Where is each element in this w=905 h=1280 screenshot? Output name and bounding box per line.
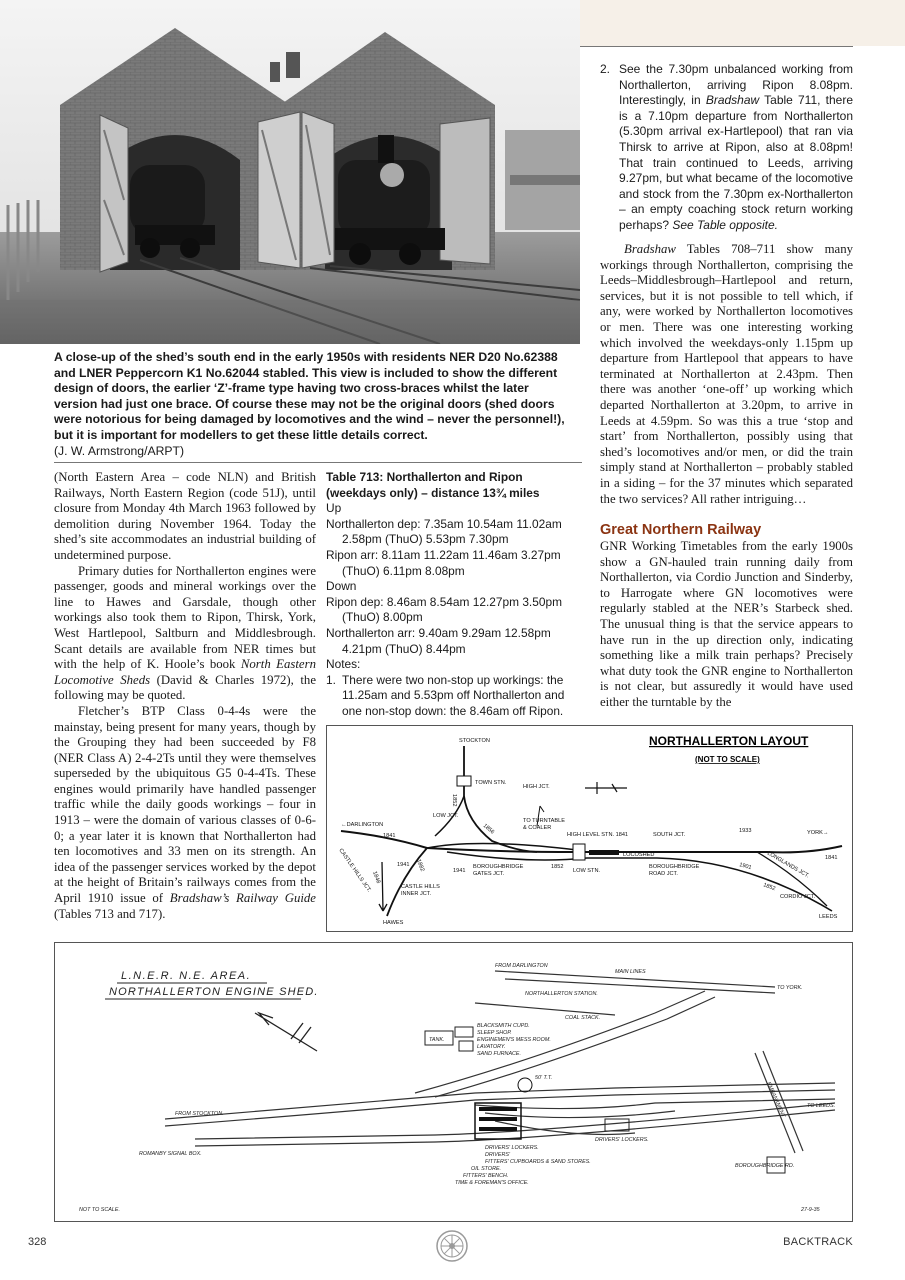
label-turntable: TO TURNTABLE: [523, 818, 565, 824]
plan-oil-store: OIL STORE.: [471, 1166, 502, 1172]
plan-embankment: EMBANKMENT: [765, 1081, 787, 1119]
locoshed-mark: [589, 850, 619, 855]
label-1841-a: 1841: [383, 833, 396, 839]
right-column: [600, 242, 853, 711]
shed-plan-svg: [55, 943, 852, 1221]
coal-stack-siding: [475, 1003, 615, 1015]
plan-enginemens: ENGINEMEN'S MESS ROOM.: [477, 1037, 551, 1043]
plan-sand-furnace: SAND FURNACE.: [477, 1051, 522, 1057]
plan-romanby: ROMANBY SIGNAL BOX.: [139, 1151, 202, 1157]
down-arrivals: Northallerton arr: 9.40am 9.29am 12.58pm 4.21pm (ThuO) 8.44pm: [326, 625, 551, 656]
stockton-line: [464, 746, 537, 852]
label-darlington: ←DARLINGTON: [341, 822, 384, 828]
shed-road-mark-3: [479, 1127, 517, 1131]
plan-fitters-bench: FITTERS' BENCH.: [463, 1173, 509, 1179]
note-2-bradshaw: Bradshaw: [705, 93, 760, 108]
label-cordio: CORDIO JCT.: [780, 894, 816, 900]
column-tint-band: [580, 0, 905, 46]
left-paragraph-3-text-a: Fletcher’s BTP Class 0-4-4s were the mainstay, being present for many years, though by the Grouping they had been succeeded by F8 (NER Class A) 2-4-2Ts until they were themselves superseded by the ubiquitous G5 0-4-4Ts. These engines would primarily have handled passenger traffic while the daily goods workings – four in 1913 – were the domain of various classes of 0-6-0; a year later it is known that Northallerton had ten locomotives and 33 men on its strength. An idea of the passenger services worked by the depot at the height of Britain’s railways comes from the April 1910 issue of: [54, 703, 316, 906]
caption-credit: (J. W. Armstrong/ARPT): [54, 443, 185, 458]
right-paragraph-1: [600, 242, 853, 507]
right-paragraph-2: GNR Working Timetables from the early 1900s show a GN-hauled train running daily from Northallerton, via Cordio Junction and Sinderby, to Harrogate where GN locomotives were regularly stabled at the NER’s Starbeck shed. The unusual thing is that the service appears to have run in the up direction only, indicating something like a milk train perhaps? Precisely what duty took the GNR engine to Northallerton is not clear, but assuredly it would have used either the turntable by the: [600, 539, 853, 710]
plan-from-stockton: FROM STOCKTON.: [175, 1111, 224, 1117]
magazine-name: BACKTRACK: [783, 1236, 853, 1248]
plan-not-to-scale: NOT TO SCALE.: [79, 1207, 120, 1213]
label-boro-gates-2: GATES JCT.: [473, 871, 505, 877]
engine-shed-photo-drawing: [0, 0, 580, 344]
plan-time-office: TIME & FOREMAN'S OFFICE.: [455, 1180, 529, 1186]
label-1856: 1856: [481, 822, 496, 836]
shed-road-mark-2: [479, 1117, 517, 1121]
shed-road-mark-1: [479, 1107, 517, 1111]
right-paragraph-1-bradshaw: Bradshaw: [624, 242, 676, 256]
label-1933: 1933: [739, 828, 752, 834]
up-arrivals: Ripon arr: 8.11am 11.22am 11.46am 3.27pm (ThuO) 6.11pm 8.08pm: [326, 547, 561, 578]
photo-caption: [54, 350, 574, 459]
label-south-jct: SOUTH JCT.: [653, 832, 686, 838]
label-castle-inner: CASTLE HILLS: [401, 884, 440, 890]
label-longlands: LONGLANDS JCT.: [766, 850, 810, 880]
up-departures: Northallerton dep: 7.35am 10.54am 11.02am 2.58pm (ThuO) 5.53pm 7.30pm: [326, 516, 562, 547]
label-york: YORK→: [807, 830, 829, 836]
label-locoshed: LOCOSHED: [623, 852, 655, 858]
note-2: [600, 62, 853, 234]
left-paragraph-1: (North Eastern Area – code NLN) and British Railways, North Eastern Region (code 51J), until closure from Monday 4th March 1963 followed by demolition during November 1964. Today the shed’s site accommodates an industrial building of undetermined purpose.: [54, 470, 316, 562]
label-castle-inner-2: INNER JCT.: [401, 891, 432, 897]
table-title: Table 713: Northallerton and Ripon (weekdays only) – distance 13¾ miles: [326, 470, 540, 500]
see-table-reference: See Table opposite.: [672, 217, 779, 232]
town-station-mark: [457, 776, 471, 786]
table-713: [326, 470, 582, 720]
section-heading: Great Northern Railway: [600, 522, 762, 539]
label-boro-road-2: ROAD JCT.: [649, 871, 678, 877]
note-1-text: There were two non-stop up workings: the 11.25am and 5.53pm off Northallerton and one non-stop down: the 8.46am off Ripon.: [342, 672, 565, 718]
label-1941-a: 1941: [397, 862, 410, 868]
plan-station: NORTHALLERTON STATION.: [525, 991, 598, 997]
label-1941-b: 1941: [453, 868, 466, 874]
note-2-text-a: See the 7.30pm unbalanced working from Northallerton, arriving Ripon 8.08pm. Interestingly, in: [619, 62, 853, 108]
layout-map-svg: [327, 726, 852, 931]
map-subtitle: (NOT TO SCALE): [695, 755, 760, 764]
left-column: [54, 470, 316, 922]
up-label: Up: [326, 501, 342, 516]
label-1852-b: 1852: [551, 864, 564, 870]
label-1841-b: 1841: [825, 855, 838, 861]
engine-shed-plan: [54, 942, 853, 1222]
label-1852-a: 1852: [451, 794, 457, 807]
plan-drivers-lockers-2: DRIVERS' LOCKERS.: [485, 1145, 539, 1151]
plan-coal-stack: COAL STACK.: [565, 1015, 601, 1021]
label-low-jct: LOW JCT.: [433, 813, 459, 819]
caption-text: A close-up of the shed’s south end in the early 1950s with residents NER D20 No.62388 and LNER Peppercorn K1 No.62044 stabled. This view is included to show the different design of doors, the earlier ‘Z’-frame type having two cross-braces whilst the later version had just one brace. Of course these may not be the original doors (shed doors were notorious for being damaged by locomotives and the wind – never the personnel!), but it is important for modellers to get these little details correct.: [54, 350, 565, 442]
note-2-body: [600, 62, 853, 234]
note-1: [326, 673, 582, 720]
engine-shed-photo: [0, 0, 580, 344]
plan-title-2: NORTHALLERTON ENGINE SHED.: [109, 986, 319, 998]
wheel-logo-svg: [436, 1230, 468, 1262]
label-high-level: HIGH LEVEL STN. 1841: [567, 832, 629, 838]
label-coaler: & COALER: [523, 825, 552, 831]
note-2-text-b: Table 711, there is a 7.10pm departure from Northallerton (5.30pm arrival ex-Hartlepool) that ran via Thirsk to arrive at Ripon, also at 8.08pm! That train continued to Leeds, arriving 9.27pm, but what became of the locomotive and stock from the 7.30pm ex-Northallerton – an empty coaching stock return working perhaps?: [619, 93, 853, 232]
plan-drivers-lockers: DRIVERS' LOCKERS.: [595, 1137, 649, 1143]
label-1901: 1901: [738, 862, 753, 872]
map-title: NORTHALLERTON LAYOUT: [649, 734, 809, 748]
shed-road-2: [485, 1111, 675, 1118]
book-title: North Eastern Locomotive Sheds: [54, 657, 316, 687]
leeds-line: [447, 852, 832, 911]
left-paragraph-2-text-a: Primary duties for Northallerton engines were passenger, goods and mineral workings over the line to Hawes and Garsdale, though other workings also took them to Ripon, Thirsk, York, West Hartlepool, Saltburn and Middlesbrough. Scant details are available from NER times but with the help of K. Hoole’s book: [54, 563, 316, 672]
plan-blacksmith: BLACKSMITH CUPD.: [477, 1023, 530, 1029]
label-boro-gates: BOROUGHBRIDGE: [473, 864, 524, 870]
label-1882: 1882: [415, 858, 426, 873]
down-label: Down: [326, 579, 357, 594]
label-high-jct: HIGH JCT.: [523, 784, 550, 790]
plan-date: 27-9-35: [801, 1207, 820, 1213]
page-number: 328: [28, 1236, 47, 1248]
caption-rule: [54, 462, 582, 463]
guide-title: Bradshaw’s Railway Guide: [169, 891, 316, 906]
label-low-stn: LOW STN.: [573, 868, 601, 874]
label-boro-road: BOROUGHBRIDGE: [649, 864, 700, 870]
plan-fitters: FITTERS' CUPBOARDS & SAND STORES.: [485, 1159, 591, 1165]
plan-sleep-shop: SLEEP SHOP.: [477, 1030, 512, 1036]
plan-turntable: 50' T.T.: [535, 1075, 553, 1081]
left-paragraph-3-text-b: (Tables 713 and 717).: [54, 906, 166, 921]
top-rule: [580, 46, 853, 47]
plan-to-york: TO YORK.: [777, 985, 803, 991]
right-paragraph-1-text: Tables 708–711 show many workings through Northallerton, comprising the Leeds–Middlesbrough–Hartlepool and return, services, but it is not possible to tell which, if any, were worked by Northallerton locomotives or men. There was one interesting working which involved the weekdays-only 1.15pm up departure from Hartlepool that appears to have terminated at Northallerton at 2.43pm. Then there was another ‘one-off’ up working which departed Northallerton at 3.20pm, to arrive in Leeds at 4.59pm. So was this a true ‘stop and start’ from Northallerton, possibly using that shed’s locomotives and/or men, or did the train simply stand at Northallerton – probably stabled in a siding – for the 37 minutes which separated the two services? All rather intriguing…: [600, 242, 853, 506]
compass-north-icon: [585, 782, 627, 794]
label-1848: 1848: [371, 870, 382, 885]
north-arrow-icon: [255, 1013, 317, 1051]
down-departures: Ripon dep: 8.46am 8.54am 12.27pm 3.50pm (ThuO) 8.00pm: [326, 594, 562, 625]
plan-main-lines: MAIN LINES: [615, 969, 646, 975]
label-stockton: STOCKTON: [459, 738, 490, 744]
turntable-circle: [518, 1078, 532, 1092]
sand-furnace-building: [459, 1041, 473, 1051]
note-1-number: 1.: [326, 672, 336, 687]
wheel-logo-icon: [436, 1230, 468, 1262]
plan-from-darlington: FROM DARLINGTON: [495, 963, 548, 969]
label-hawes: HAWES: [383, 920, 404, 926]
label-town-stn: TOWN STN.: [475, 780, 507, 786]
high-level-station-mark: [573, 844, 585, 860]
hawes-arrow: [379, 862, 387, 911]
plan-tank: TANK.: [429, 1037, 445, 1043]
left-paragraph-2: [54, 564, 316, 704]
plan-drivers: DRIVERS': [485, 1152, 510, 1158]
label-1852-c: 1852: [762, 882, 777, 893]
mess-room-building: [455, 1027, 473, 1037]
plan-boroughbridge: BOROUGHBRIDGE RD.: [735, 1163, 795, 1169]
left-paragraph-2-text-b: (David & Charles 1972), the following may be quoted.: [54, 672, 316, 703]
plan-lavatory: LAVATORY.: [477, 1044, 506, 1050]
label-castle-hills-jct: CASTLE HILLS JCT.: [337, 847, 372, 894]
plan-to-leeds: TO LEEDS.: [807, 1103, 836, 1109]
label-leeds: LEEDS: [819, 914, 838, 920]
northallerton-layout-map: [326, 725, 853, 932]
left-paragraph-3: [54, 704, 316, 922]
note-2-number: 2.: [600, 62, 611, 76]
plan-title-1: L.N.E.R. N.E. AREA.: [121, 970, 252, 982]
notes-label: Notes:: [326, 657, 361, 672]
